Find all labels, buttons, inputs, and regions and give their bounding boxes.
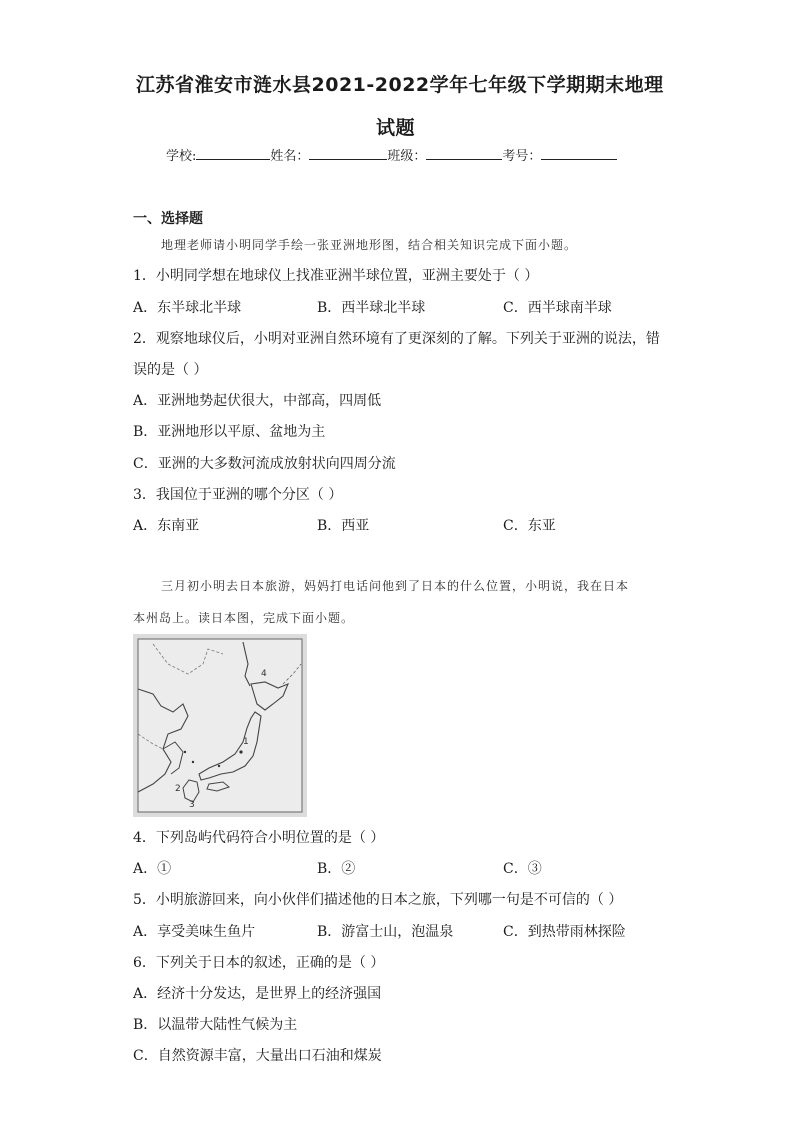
school-label: 学校:	[166, 149, 197, 164]
question-1-stem: 1．小明同学想在地球仪上找准亚洲半球位置，亚洲主要处于（ ）	[133, 268, 539, 284]
q3-option-c[interactable]: C．东亚	[503, 518, 556, 534]
exam-no-field[interactable]	[541, 147, 617, 160]
page-title: 江苏省淮安市涟水县2021-2022学年七年级下学期期末地理	[136, 74, 664, 96]
question-5-stem: 5．小明旅游回来，向小伙伴们描述他的日本之旅，下列哪一句是不可信的（ ）	[133, 892, 623, 908]
exam-no-label: 考号：	[502, 149, 542, 164]
q2-option-c[interactable]: C．亚洲的大多数河流成放射状向四周分流	[133, 456, 396, 472]
q2-option-a[interactable]: A．亚洲地势起伏很大，中部高，四周低	[133, 393, 382, 409]
q5-option-c[interactable]: C．到热带雨林探险	[503, 924, 626, 940]
class-label: 班级：	[387, 149, 427, 164]
q4-option-c[interactable]: C．③	[503, 861, 542, 877]
question-4-stem: 4．下列岛屿代码符合小明位置的是（ ）	[133, 830, 385, 846]
q6-option-c[interactable]: C．自然资源丰富，大量出口石油和煤炭	[133, 1048, 382, 1064]
q3-option-b[interactable]: B．西亚	[317, 518, 370, 534]
q4-option-a[interactable]: A．①	[133, 861, 172, 877]
map-label-2: 2	[175, 784, 181, 794]
q3-option-a[interactable]: A．东南亚	[133, 518, 200, 534]
school-field[interactable]	[196, 147, 270, 160]
map-label-4: 4	[261, 669, 267, 679]
q1-option-b[interactable]: B．西半球北半球	[317, 300, 426, 316]
q6-option-a[interactable]: A．经济十分发达，是世界上的经济强国	[133, 986, 382, 1002]
q1-option-a[interactable]: A．东半球北半球	[133, 300, 242, 316]
japan-map	[133, 634, 307, 817]
intro-text-2: 三月初小明去日本旅游，妈妈打电话问他到了日本的什么位置，小明说，我在日本	[161, 579, 630, 593]
intro-text-2-cont: 本州岛上。读日本图，完成下面小题。	[133, 611, 355, 625]
question-3-stem: 3．我国位于亚洲的哪个分区（ ）	[133, 487, 343, 503]
q6-option-b[interactable]: B．以温带大陆性气候为主	[133, 1017, 298, 1033]
name-field[interactable]	[309, 147, 387, 160]
name-label: 姓名：	[270, 149, 310, 164]
question-2-stem-cont: 误的是（ ）	[133, 362, 208, 378]
q5-option-a[interactable]: A．享受美味生鱼片	[133, 924, 256, 940]
page-title-line2: 试题	[376, 117, 416, 139]
intro-text: 地理老师请小明同学手绘一张亚洲地形图，结合相关知识完成下面小题。	[161, 238, 578, 252]
japan-map-drawing	[133, 634, 307, 817]
q2-option-b[interactable]: B．亚洲地形以平原、盆地为主	[133, 424, 326, 440]
section-heading: 一、选择题	[133, 211, 203, 227]
question-2-stem: 2．观察地球仪后，小明对亚洲自然环境有了更深刻的了解。下列关于亚洲的说法，错	[133, 331, 660, 347]
map-label-1: 1	[243, 737, 249, 747]
question-6-stem: 6．下列关于日本的叙述，正确的是（ ）	[133, 955, 385, 971]
class-field[interactable]	[426, 147, 502, 160]
q5-option-b[interactable]: B．游富士山，泡温泉	[317, 924, 454, 940]
q4-option-b[interactable]: B．②	[317, 861, 356, 877]
map-label-3: 3	[189, 800, 195, 810]
student-info-line	[166, 145, 617, 164]
q1-option-c[interactable]: C．西半球南半球	[503, 300, 612, 316]
